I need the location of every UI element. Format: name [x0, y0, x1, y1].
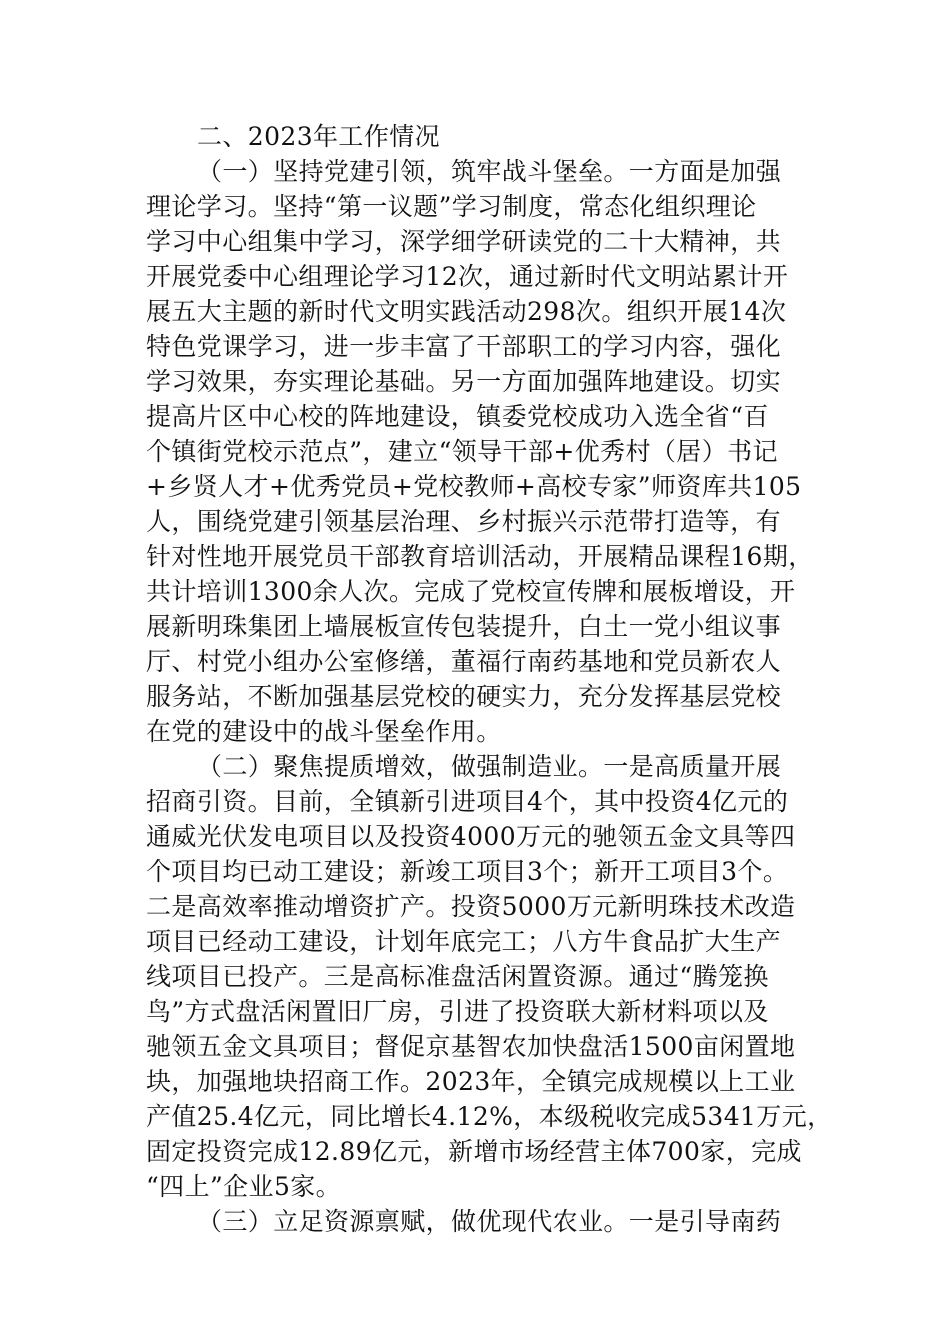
- paragraph-line: 线项目已投产。三是高标准盘活闲置资源。通过“腾笼换: [146, 962, 769, 991]
- paragraph-line: 厅、村党小组办公室修缮，董福行南药基地和党员新农人: [146, 647, 782, 676]
- paragraph-line: 个镇街党校示范点”，建立“领导干部+优秀村（居）书记: [146, 437, 778, 466]
- paragraph-line: 二是高效率推动增资扩产。投资5000万元新明珠技术改造: [146, 892, 796, 921]
- paragraph-line: 在党的建设中的战斗堡垒作用。: [146, 717, 502, 746]
- paragraph-line: 开展党委中心组理论学习12次，通过新时代文明站累计开: [146, 262, 789, 291]
- paragraph-line: 提高片区中心校的阵地建设，镇委党校成功入选全省“百: [146, 402, 769, 431]
- paragraph-line: 学习效果，夯实理论基础。另一方面加强阵地建设。切实: [146, 367, 782, 396]
- paragraph-line: 共计培训1300余人次。完成了党校宣传牌和展板增设，开: [146, 577, 796, 606]
- paragraph-line: 学习中心组集中学习，深学细学研读党的二十大精神，共: [146, 227, 782, 256]
- paragraph-line: （二）聚焦提质增效，做强制造业。一是高质量开展: [197, 752, 782, 781]
- paragraph-line: 理论学习。坚持“第一议题”学习制度，常态化组织理论: [146, 192, 757, 221]
- paragraph-line: 项目已经动工建设，计划年底完工；八方牛食品扩大生产: [146, 927, 782, 956]
- paragraph-line: 通威光伏发电项目以及投资4000万元的驰领五金文具等四: [146, 822, 796, 851]
- paragraph-line: “四上”企业5家。: [146, 1172, 342, 1201]
- paragraph-line: 特色党课学习，进一步丰富了干部职工的学习内容，强化: [146, 332, 782, 361]
- paragraph-line: 服务站，不断加强基层党校的硬实力，充分发挥基层党校: [146, 682, 782, 711]
- paragraph-line: 固定投资完成12.89亿元，新增市场经营主体700家，完成: [146, 1137, 802, 1166]
- paragraph-line: 展新明珠集团上墙展板宣传包装提升，白土一党小组议事: [146, 612, 782, 641]
- paragraph-line: 人，围绕党建引领基层治理、乡村振兴示范带打造等，有: [146, 507, 782, 536]
- paragraph-line: 招商引资。目前，全镇新引进项目4个，其中投资4亿元的: [146, 787, 789, 816]
- section-heading: 二、2023年工作情况: [197, 122, 441, 151]
- paragraph-line: 产值25.4亿元，同比增长4.12%，本级税收完成5341万元，: [146, 1102, 833, 1131]
- paragraph-line: 展五大主题的新时代文明实践活动298次。组织开展14次: [146, 297, 787, 326]
- paragraph-line: 针对性地开展党员干部教育培训活动，开展精品课程16期，: [146, 542, 814, 571]
- paragraph-line: 块，加强地块招商工作。2023年，全镇完成规模以上工业: [146, 1067, 796, 1096]
- paragraph-line: （三）立足资源禀赋，做优现代农业。一是引导南药: [197, 1207, 782, 1236]
- paragraph-line: 鸟”方式盘活闲置旧厂房，引进了投资联大新材料项以及: [146, 997, 769, 1026]
- paragraph-line: （一）坚持党建引领，筑牢战斗堡垒。一方面是加强: [197, 157, 782, 186]
- paragraph-line: 个项目均已动工建设；新竣工项目3个；新开工项目3个。: [146, 857, 789, 886]
- paragraph-line: 驰领五金文具项目；督促京基智农加快盘活1500亩闲置地: [146, 1032, 796, 1061]
- paragraph-line: +乡贤人才+优秀党员+党校教师+高校专家”师资库共105: [146, 472, 802, 501]
